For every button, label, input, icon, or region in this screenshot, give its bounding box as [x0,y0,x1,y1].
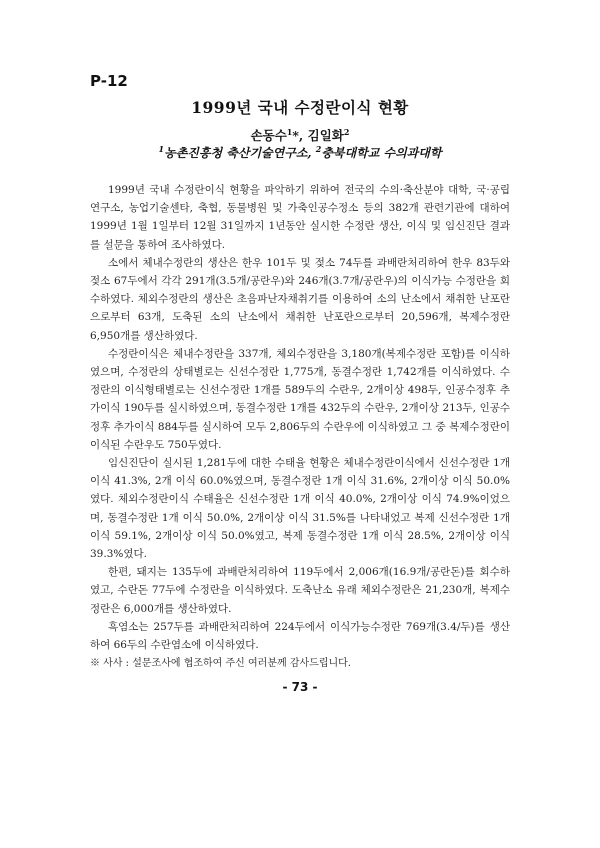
corresponding-mark: *, [292,128,308,143]
paragraph: 흑염소는 257두를 과배란처리하여 224두에서 이식가능수정란 769개(3.4/두)를 생산하여 66두의 수란염소에 이식하였다. [90,620,510,652]
paragraph: 소에서 체내수정란의 생산은 한우 101두 및 젖소 74두를 과배란처리하여 한우 83두와 젖소 67두에서 각각 291개(3.5개/공란우)와 246개(3.7개/공란우)의 이식가능 수정란을 회수하였다. 체외수정란의 생산은 초음파난자채취기를 이용하여 소의 난소에서 채취한 난포란으로부터 63개, 도축된 소의 난소에서 채취한 난포란으로부터 20,596개, 복제수정란 6,950개를 생산하였다. [90,256,510,342]
author-name: 손동수 [250,128,287,143]
paper-title: 1999년 국내 수정란이식 현황 [191,98,409,117]
paragraph: 임신진단이 실시된 1,281두에 대한 수태율 현황은 체내수정란이식에서 신선수정란 1개 이식 41.3%, 2개 이식 60.0%였으며, 동결수정란 1개 이식 31.6%, 2개이상 이식 50.0%였다. 체외수정란이식 수태율은 신선수정란 1개 이식 40.0%, 2개이상 이식 74.9%이었으며, 동결수정란 1개 이식 50.0%, 2개이상 이식 31.5%를 나타내었고 복제 신선수정란 1개 이식 59.1%, 2개이상 이식 50.0%였고, 복제 동결수정란 1개 이식 28.5%, 2개이상 이식 39.3%였다. [90,457,510,561]
affiliation-line [0,144,600,161]
author-name: 김일화 [307,128,344,143]
affiliation-mark: 1 [158,144,165,154]
page-number: - 73 - [282,680,318,694]
affiliation-mark: 2 [315,144,322,154]
abstract-code: P-12 [90,72,128,90]
paragraph: 한편, 돼지는 135두에 과배란처리하여 119두에서 2,006개(16.9개/공란돈)를 회수하였고, 수란돈 77두에 수정란을 이식하였다. 도축난소 유래 체외수정란은 21,230개, 복제수정란은 6,000개를 생산하였다. [90,566,510,615]
affiliation: 농촌진흥청 축산기술연구소, [164,146,316,160]
paragraph: 수정란이식은 체내수정란을 337개, 체외수정란을 3,180개(복제수정란 포함)를 이식하였으며, 수정란의 상태별로는 신선수정란 1,775개, 동결수정란 1,742개를 이식하였다. 수정란의 이식형태별로는 신선수정란 1개를 589두의 수란우, 2개이상 498두, 인공수정후 추가이식 190두를 실시하였으며, 동결수정란 1개를 432두의 수란우, 2개이상 213두, 인공수정후 추가이식 884두를 실시하여 모두 2,806두의 수란우에 이식하였고 그 중 복제수정란이 이식된 수란우도 750두였다. [90,347,510,451]
paragraph: 1999년 국내 수정란이식 현황을 파악하기 위하여 전국의 수의·축산분야 대학, 국·공립 연구소, 농업기술센타, 축협, 동물병원 및 가축인공수정소 등의 382개 관련기관에 대하여 1999년 1월 1일부터 12월 31일까지 1년동안 실시한 수정란 생산, 이식 및 임신진단 결과를 설문을 통하여 조사하였다. [90,184,510,251]
affiliation: 충북대학교 수의과대학 [321,146,442,160]
acknowledgement-note: ※ 사사 : 설문조사에 협조하여 주신 여러분께 감사드립니다. [90,658,351,670]
author-line [0,126,600,144]
author-affiliation-mark: 1 [286,126,293,137]
author-affiliation-mark: 2 [343,126,350,137]
abstract-body [90,181,510,673]
